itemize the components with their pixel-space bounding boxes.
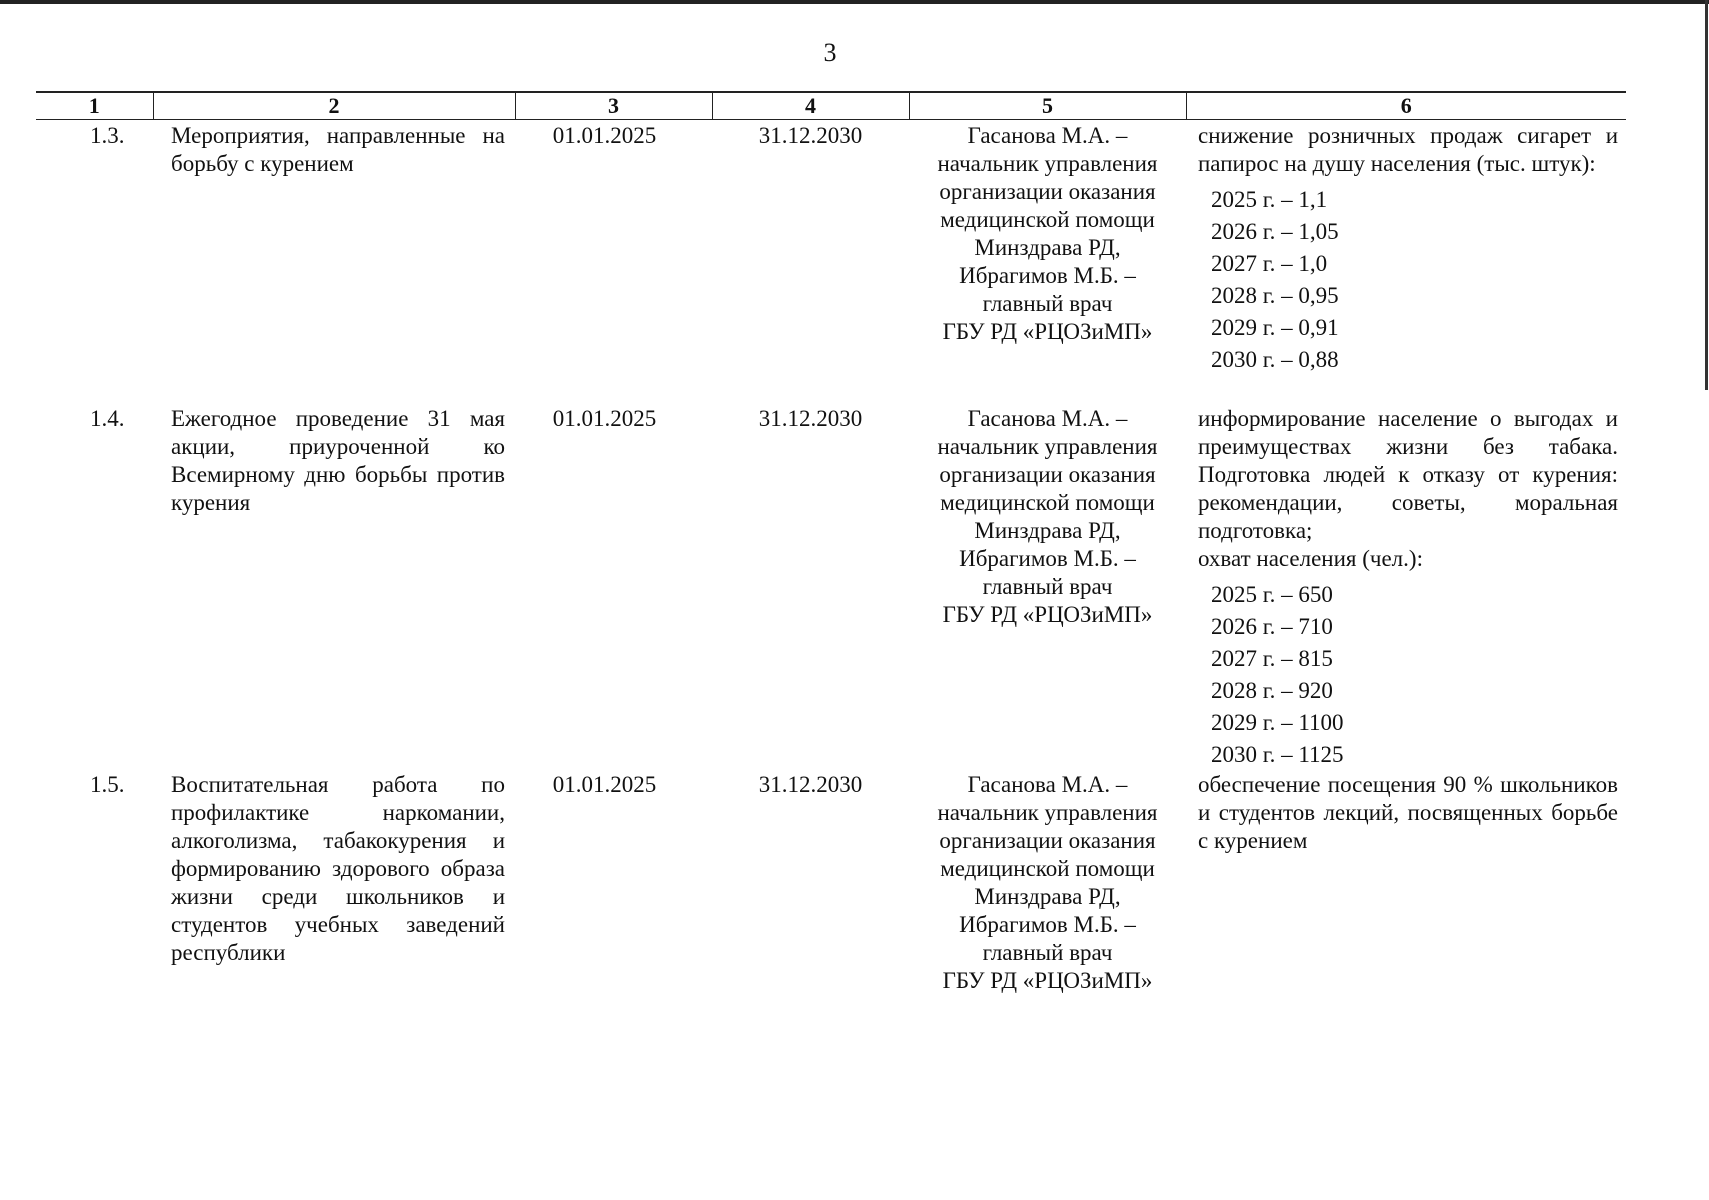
- item-number: 1.5.: [90, 772, 125, 797]
- yearly-target: 2027 г. – 1,0: [1211, 251, 1328, 276]
- yearly-target: 2029 г. – 0,91: [1211, 315, 1339, 340]
- yearly-target: 2028 г. – 0,95: [1211, 283, 1339, 308]
- end-date: 31.12.2030: [758, 406, 863, 431]
- responsible-persons: [909, 405, 1186, 771]
- yearly-target: 2027 г. – 815: [1211, 646, 1333, 671]
- page-number: 3: [823, 38, 837, 67]
- start-date: 01.01.2025: [552, 406, 657, 431]
- yearly-targets-list: [1198, 579, 1618, 771]
- result-text: обеспечение посещения 90 % школьников и студентов лекций, посвященных борьбе с курением: [1198, 772, 1618, 853]
- responsible-line: Ибрагимов М.Б. –: [959, 912, 1136, 937]
- responsible-line: ГБУ РД «РЦОЗиМП»: [942, 968, 1153, 993]
- responsible-line: Гасанова М.А. –: [967, 772, 1128, 797]
- measure-name: Мероприятия, направленные на борьбу с курением: [171, 123, 505, 176]
- start-date: 01.01.2025: [552, 772, 657, 797]
- measures-table: [36, 91, 1626, 1151]
- responsible-line: организации оказания: [939, 462, 1156, 487]
- measure-name: Воспитательная работа по профилактике наркомании, алкоголизма, табакокурения и формированию здорового образа жизни среди школьников и студентов учебных заведений республики: [171, 772, 505, 965]
- responsible-line: главный врач: [982, 574, 1113, 599]
- column-header-1: 1: [36, 92, 153, 120]
- responsible-line: Ибрагимов М.Б. –: [959, 546, 1136, 571]
- expected-result: [1186, 120, 1626, 406]
- column-header-6: 6: [1186, 92, 1626, 120]
- column-header-4: 4: [712, 92, 909, 120]
- responsible-line: Минздрава РД,: [974, 235, 1121, 260]
- measure-name: Ежегодное проведение 31 мая акции, приуроченной ко Всемирному дню борьбы против курения: [171, 406, 505, 515]
- start-date: 01.01.2025: [552, 123, 657, 148]
- responsible-line: Минздрава РД,: [974, 518, 1121, 543]
- result-text: снижение розничных продаж сигарет и папирос на душу населения (тыс. штук):: [1198, 123, 1618, 176]
- responsible-line: Гасанова М.А. –: [967, 406, 1128, 431]
- table-row: [36, 771, 1626, 1151]
- responsible-persons: [909, 771, 1186, 1151]
- yearly-target: 2030 г. – 0,88: [1211, 347, 1339, 372]
- item-number: 1.3.: [90, 123, 125, 148]
- yearly-target: 2028 г. – 920: [1211, 678, 1333, 703]
- responsible-line: медицинской помощи: [940, 490, 1155, 515]
- header-row: [36, 92, 1626, 120]
- column-header-5: 5: [909, 92, 1186, 120]
- responsible-line: медицинской помощи: [940, 856, 1155, 881]
- yearly-target: 2025 г. – 1,1: [1211, 187, 1328, 212]
- expected-result: [1186, 405, 1626, 771]
- yearly-targets-list: [1198, 184, 1618, 376]
- responsible-line: Гасанова М.А. –: [967, 123, 1128, 148]
- table-row: [36, 405, 1626, 771]
- yearly-target: 2029 г. – 1100: [1211, 710, 1344, 735]
- yearly-target: 2026 г. – 1,05: [1211, 219, 1339, 244]
- responsible-line: начальник управления: [937, 434, 1158, 459]
- item-number: 1.4.: [90, 406, 125, 431]
- responsible-line: главный врач: [982, 940, 1113, 965]
- table-body: [36, 120, 1626, 1152]
- responsible-line: начальник управления: [937, 800, 1158, 825]
- end-date: 31.12.2030: [758, 123, 863, 148]
- table-row: [36, 120, 1626, 406]
- result-text: информирование население о выгодах и преимуществах жизни без табака. Подготовка людей к отказу от курения: рекомендации, советы, моральная подготовка;: [1198, 406, 1618, 543]
- yearly-target: 2030 г. – 1125: [1211, 742, 1344, 767]
- scan-top-edge: [0, 0, 1709, 4]
- table-header: [36, 92, 1626, 120]
- column-header-2: 2: [153, 92, 515, 120]
- responsible-line: главный врач: [982, 291, 1113, 316]
- responsible-line: Ибрагимов М.Б. –: [959, 263, 1136, 288]
- column-header-3: 3: [515, 92, 712, 120]
- responsible-persons: [909, 120, 1186, 406]
- responsible-line: организации оказания: [939, 828, 1156, 853]
- responsible-line: организации оказания: [939, 179, 1156, 204]
- responsible-line: Минздрава РД,: [974, 884, 1121, 909]
- result-text: охват населения (чел.):: [1198, 546, 1423, 571]
- responsible-line: медицинской помощи: [940, 207, 1155, 232]
- end-date: 31.12.2030: [758, 772, 863, 797]
- scan-right-edge: [1705, 0, 1708, 390]
- responsible-line: ГБУ РД «РЦОЗиМП»: [942, 319, 1153, 344]
- yearly-target: 2026 г. – 710: [1211, 614, 1333, 639]
- responsible-line: начальник управления: [937, 151, 1158, 176]
- responsible-line: ГБУ РД «РЦОЗиМП»: [942, 602, 1153, 627]
- yearly-target: 2025 г. – 650: [1211, 582, 1333, 607]
- expected-result: [1186, 771, 1626, 1151]
